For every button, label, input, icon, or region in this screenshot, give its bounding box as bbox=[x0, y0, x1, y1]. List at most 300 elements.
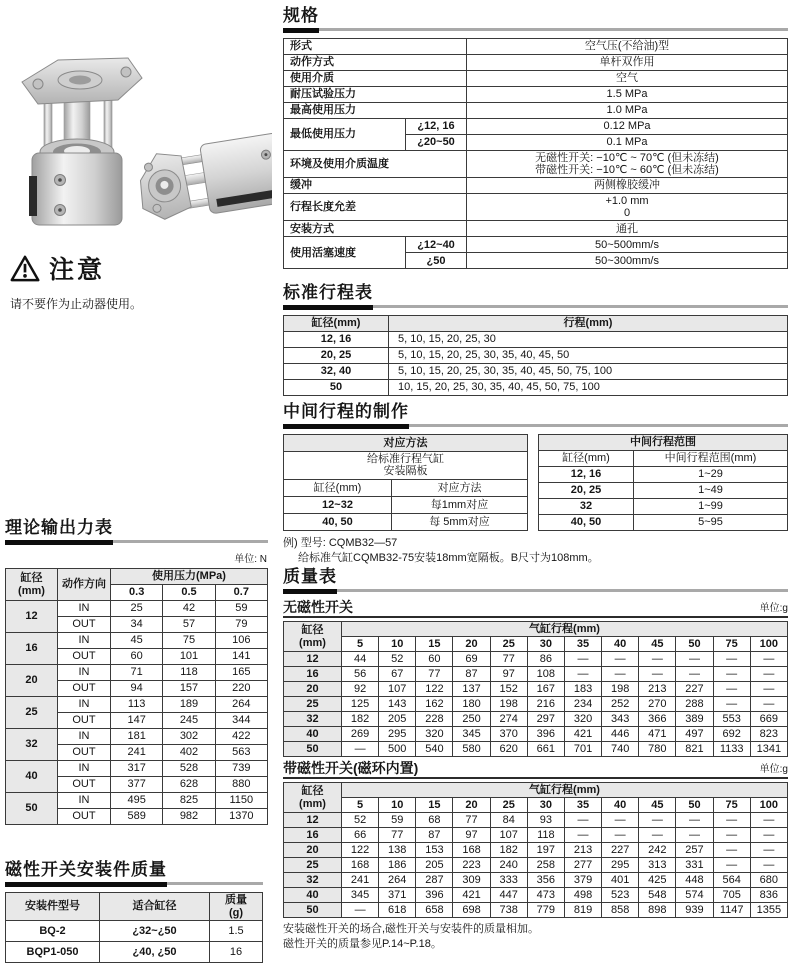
weight-value-cell: 858 bbox=[602, 903, 639, 918]
stroke-list-cell: 5, 10, 15, 20, 25, 30 bbox=[389, 332, 788, 348]
table-row bbox=[539, 499, 788, 515]
stroke-header: 气缸行程(mm) bbox=[342, 622, 788, 637]
spec-value: 50~500mm/s bbox=[467, 237, 788, 253]
direction-cell: OUT bbox=[58, 745, 111, 761]
bore-header: 缸径 (mm) bbox=[6, 569, 58, 601]
force-value-cell: 45 bbox=[111, 633, 163, 649]
weight-value-cell: 898 bbox=[639, 903, 676, 918]
stroke-value-header: 45 bbox=[639, 637, 676, 652]
weight-value-cell: 448 bbox=[676, 873, 713, 888]
note-line: 给标准气缸CQMB32-75安装18mm宽隔板。B尺寸为108mm。 bbox=[298, 551, 599, 564]
spec-value: 1.5 MPa bbox=[467, 87, 788, 103]
model-cell: BQP1-050 bbox=[6, 942, 100, 963]
weight-value-cell: 167 bbox=[527, 682, 564, 697]
direction-cell: IN bbox=[58, 697, 111, 713]
table-row bbox=[284, 55, 788, 71]
spec-label: 环境及使用介质温度 bbox=[284, 151, 467, 178]
weight-value-cell: — bbox=[639, 813, 676, 828]
bore-cell: 25 bbox=[284, 858, 342, 873]
range-cell: 1~49 bbox=[634, 483, 788, 499]
weight-value-cell: 16 bbox=[210, 942, 263, 963]
column-header: 对应方法 bbox=[284, 435, 528, 452]
force-value-cell: 982 bbox=[163, 809, 215, 825]
force-value-cell: 344 bbox=[215, 713, 267, 729]
product-photos bbox=[0, 0, 272, 248]
weight-value-cell: 241 bbox=[342, 873, 379, 888]
weight-value-cell: 198 bbox=[602, 682, 639, 697]
force-value-cell: 317 bbox=[111, 761, 163, 777]
weight-value-cell: — bbox=[750, 843, 787, 858]
bore-cell: ¿40, ¿50 bbox=[100, 942, 210, 963]
spec-value: 空气 bbox=[467, 71, 788, 87]
table-row bbox=[284, 652, 788, 667]
weight-value-cell: 274 bbox=[490, 712, 527, 727]
weight-value-cell: — bbox=[342, 742, 379, 757]
weight-value-cell: — bbox=[713, 858, 750, 873]
weight-value-cell: — bbox=[676, 828, 713, 843]
direction-cell: IN bbox=[58, 761, 111, 777]
stroke-header: 气缸行程(mm) bbox=[342, 783, 788, 798]
direction-cell: OUT bbox=[58, 681, 111, 697]
bore-cell: 12, 16 bbox=[284, 332, 389, 348]
bore-cell: 25 bbox=[6, 697, 58, 729]
bore-cell: 20 bbox=[284, 682, 342, 697]
bore-cell: 20 bbox=[6, 665, 58, 697]
weight-value-cell: 396 bbox=[527, 727, 564, 742]
bore-cell: ¿32~¿50 bbox=[100, 921, 210, 942]
bore-cell: 12 bbox=[284, 652, 342, 667]
force-value-cell: 422 bbox=[215, 729, 267, 745]
force-value-cell: 1370 bbox=[215, 809, 267, 825]
weight-value-cell: 780 bbox=[639, 742, 676, 757]
weight-value-cell: — bbox=[602, 828, 639, 843]
table-row bbox=[284, 783, 788, 798]
weight-value-cell: — bbox=[676, 652, 713, 667]
weight-value-cell: 701 bbox=[564, 742, 601, 757]
spec-sublabel: ¿12~40 bbox=[406, 237, 467, 253]
weight-value-cell: — bbox=[713, 682, 750, 697]
weight-value-cell: 77 bbox=[416, 667, 453, 682]
section-weight bbox=[283, 567, 788, 952]
force-value-cell: 302 bbox=[163, 729, 215, 745]
spec-label: 使用介质 bbox=[284, 71, 467, 87]
spec-sublabel: ¿20~50 bbox=[406, 135, 467, 151]
table-row bbox=[284, 380, 788, 396]
weight-value-cell: 77 bbox=[490, 652, 527, 667]
force-value-cell: 25 bbox=[111, 601, 163, 617]
section-title-force bbox=[5, 518, 268, 545]
weight-value-cell: 331 bbox=[676, 858, 713, 873]
weight-value-cell: 389 bbox=[676, 712, 713, 727]
table-row bbox=[284, 332, 788, 348]
weight-value-cell: — bbox=[342, 903, 379, 918]
weight-value-cell: 60 bbox=[416, 652, 453, 667]
weight-value-cell: 523 bbox=[602, 888, 639, 903]
force-value-cell: 79 bbox=[215, 617, 267, 633]
weight-value-cell: 1341 bbox=[750, 742, 787, 757]
weight-value-cell: 738 bbox=[490, 903, 527, 918]
weight-value-cell: 183 bbox=[564, 682, 601, 697]
stroke-value-header: 30 bbox=[527, 798, 564, 813]
weight-value-cell: 66 bbox=[342, 828, 379, 843]
column-header: 行程(mm) bbox=[389, 316, 788, 332]
weight-value-cell: — bbox=[750, 828, 787, 843]
weight-value-cell: 242 bbox=[639, 843, 676, 858]
force-value-cell: 157 bbox=[163, 681, 215, 697]
spec-label: 缓冲 bbox=[284, 178, 467, 194]
table-row bbox=[539, 515, 788, 531]
spec-label: 动作方式 bbox=[284, 55, 467, 71]
force-value-cell: 189 bbox=[163, 697, 215, 713]
bore-cell: 50 bbox=[284, 380, 389, 396]
weight-value-cell: 313 bbox=[639, 858, 676, 873]
note-line: 磁性开关的质量参见P.14~P.18。 bbox=[283, 937, 442, 950]
weight-value-cell: 580 bbox=[453, 742, 490, 757]
table-row bbox=[539, 435, 788, 451]
table-row bbox=[284, 697, 788, 712]
intermediate-range-table bbox=[538, 434, 788, 531]
weight-value-cell: 162 bbox=[416, 697, 453, 712]
direction-cell: IN bbox=[58, 601, 111, 617]
stroke-value-header: 35 bbox=[564, 798, 601, 813]
bore-cell: 40, 50 bbox=[284, 513, 392, 530]
unit-label: 单位:g bbox=[759, 603, 788, 614]
bore-cell: 50 bbox=[284, 903, 342, 918]
weight-value-cell: 401 bbox=[602, 873, 639, 888]
section-force bbox=[5, 518, 268, 825]
stroke-list-cell: 5, 10, 15, 20, 25, 30, 35, 40, 45, 50 bbox=[389, 348, 788, 364]
direction-cell: IN bbox=[58, 729, 111, 745]
pressure-value-header: 0.7 bbox=[215, 585, 267, 601]
table-row bbox=[6, 761, 268, 777]
spec-value: 单杆双作用 bbox=[467, 55, 788, 71]
weight-value-cell: 705 bbox=[713, 888, 750, 903]
bore-cell: 50 bbox=[6, 793, 58, 825]
spec-label: 形式 bbox=[284, 39, 467, 55]
spec-label: 耐压试验压力 bbox=[284, 87, 467, 103]
stroke-value-header: 50 bbox=[676, 637, 713, 652]
stroke-value-header: 100 bbox=[750, 637, 787, 652]
weight-value-cell: 252 bbox=[602, 697, 639, 712]
stroke-table bbox=[283, 315, 788, 396]
stroke-value-header: 5 bbox=[342, 637, 379, 652]
force-value-cell: 147 bbox=[111, 713, 163, 729]
force-value-cell: 59 bbox=[215, 601, 267, 617]
weight-value-cell: — bbox=[750, 813, 787, 828]
section-spec bbox=[283, 6, 788, 269]
range-cell: 5~95 bbox=[634, 515, 788, 531]
force-value-cell: 60 bbox=[111, 649, 163, 665]
column-header: 安装件型号 bbox=[6, 893, 100, 921]
weight-value-cell: 67 bbox=[379, 667, 416, 682]
stroke-value-header: 75 bbox=[713, 798, 750, 813]
table-row bbox=[6, 893, 263, 921]
stroke-value-header: 10 bbox=[379, 798, 416, 813]
weight-value-cell: 92 bbox=[342, 682, 379, 697]
weight-value-cell: 270 bbox=[639, 697, 676, 712]
weight-value-cell: 1.5 bbox=[210, 921, 263, 942]
spec-label: 最低使用压力 bbox=[284, 119, 406, 151]
weight-value-cell: 52 bbox=[342, 813, 379, 828]
method-description-cell: 给标准行程气缸 安装隔板 bbox=[284, 452, 528, 480]
weight-value-cell: — bbox=[750, 682, 787, 697]
force-value-cell: 113 bbox=[111, 697, 163, 713]
weight-value-cell: 87 bbox=[416, 828, 453, 843]
weight-value-cell: 118 bbox=[527, 828, 564, 843]
intermediate-title: 中间行程的制作 bbox=[283, 402, 409, 429]
weight-value-cell: 371 bbox=[379, 888, 416, 903]
spec-sublabel: ¿50 bbox=[406, 253, 467, 269]
force-table bbox=[5, 568, 268, 825]
sub-header: 对应方法 bbox=[392, 479, 528, 496]
direction-cell: IN bbox=[58, 633, 111, 649]
weight-value-cell: — bbox=[713, 697, 750, 712]
force-unit: 单位: N bbox=[234, 554, 267, 565]
weight-value-cell: 333 bbox=[490, 873, 527, 888]
table-row bbox=[284, 178, 788, 194]
stroke-value-header: 10 bbox=[379, 637, 416, 652]
column-header: 适合缸径 bbox=[100, 893, 210, 921]
table-row bbox=[284, 496, 528, 513]
table-row bbox=[284, 71, 788, 87]
spec-value: 无磁性开关: −10℃ ~ 70℃ (但未冻结) 带磁性开关: −10℃ ~ 60℃ (但未冻结) bbox=[467, 151, 788, 178]
spec-value: 50~300mm/s bbox=[467, 253, 788, 269]
force-value-cell: 264 bbox=[215, 697, 267, 713]
force-value-cell: 42 bbox=[163, 601, 215, 617]
weight-value-cell: 1147 bbox=[713, 903, 750, 918]
force-value-cell: 94 bbox=[111, 681, 163, 697]
weight-value-cell: 44 bbox=[342, 652, 379, 667]
force-value-cell: 377 bbox=[111, 777, 163, 793]
weight-value-cell: 52 bbox=[379, 652, 416, 667]
table-row bbox=[284, 151, 788, 178]
table-row bbox=[284, 452, 528, 480]
table-row bbox=[284, 712, 788, 727]
spec-label: 使用活塞速度 bbox=[284, 237, 406, 269]
weight-value-cell: — bbox=[639, 828, 676, 843]
weight-value-cell: 564 bbox=[713, 873, 750, 888]
sub-header: 中间行程范围(mm) bbox=[634, 451, 788, 467]
weight-notes bbox=[283, 922, 788, 952]
stroke-value-header: 40 bbox=[602, 798, 639, 813]
title-rule bbox=[283, 28, 788, 31]
model-cell: BQ-2 bbox=[6, 921, 100, 942]
weight-value-cell: — bbox=[713, 652, 750, 667]
table-row bbox=[284, 39, 788, 55]
spec-value: 通孔 bbox=[467, 221, 788, 237]
weight-value-cell: 93 bbox=[527, 813, 564, 828]
weight-subtitle-noswitch bbox=[283, 599, 788, 618]
table-row bbox=[284, 798, 788, 813]
bore-cell: 20 bbox=[284, 843, 342, 858]
weight-value-cell: 836 bbox=[750, 888, 787, 903]
weight-value-cell: — bbox=[639, 667, 676, 682]
weight-value-cell: — bbox=[750, 697, 787, 712]
table-row bbox=[539, 451, 788, 467]
table-row bbox=[6, 921, 263, 942]
force-value-cell: 181 bbox=[111, 729, 163, 745]
spec-label: 行程长度允差 bbox=[284, 194, 467, 221]
bore-cell: 16 bbox=[284, 828, 342, 843]
section-stroke bbox=[283, 283, 788, 396]
pressure-value-header: 0.3 bbox=[111, 585, 163, 601]
spec-title: 规格 bbox=[283, 6, 319, 33]
table-row bbox=[6, 665, 268, 681]
bore-cell: 32 bbox=[539, 499, 634, 515]
weight-value-cell: — bbox=[713, 828, 750, 843]
weight-value-cell: 692 bbox=[713, 727, 750, 742]
weight-value-cell: 370 bbox=[490, 727, 527, 742]
section-title-mount bbox=[5, 860, 263, 887]
force-value-cell: 495 bbox=[111, 793, 163, 809]
stroke-value-header: 25 bbox=[490, 637, 527, 652]
intermediate-tables bbox=[283, 434, 788, 531]
force-title: 理论输出力表 bbox=[5, 518, 113, 545]
weight-value-cell: 740 bbox=[602, 742, 639, 757]
weight-value-cell: 379 bbox=[564, 873, 601, 888]
spec-sublabel: ¿12, 16 bbox=[406, 119, 467, 135]
force-value-cell: 57 bbox=[163, 617, 215, 633]
force-value-cell: 563 bbox=[215, 745, 267, 761]
weight-value-cell: — bbox=[602, 652, 639, 667]
product-photo-upright bbox=[22, 58, 142, 225]
weight-value-cell: 287 bbox=[416, 873, 453, 888]
weight-value-cell: — bbox=[676, 813, 713, 828]
force-value-cell: 165 bbox=[215, 665, 267, 681]
weight-value-cell: — bbox=[639, 652, 676, 667]
spec-label: 安装方式 bbox=[284, 221, 467, 237]
force-value-cell: 825 bbox=[163, 793, 215, 809]
table-row bbox=[6, 569, 268, 585]
weight-value-cell: 227 bbox=[602, 843, 639, 858]
direction-cell: OUT bbox=[58, 809, 111, 825]
sub-header: 缸径(mm) bbox=[539, 451, 634, 467]
weight-value-cell: 182 bbox=[342, 712, 379, 727]
direction-cell: OUT bbox=[58, 713, 111, 729]
weight-value-cell: 343 bbox=[602, 712, 639, 727]
table-row bbox=[284, 194, 788, 221]
bore-cell: 40 bbox=[6, 761, 58, 793]
sub-header: 缸径(mm) bbox=[284, 479, 392, 496]
stroke-value-header: 20 bbox=[453, 798, 490, 813]
weight-value-cell: 153 bbox=[416, 843, 453, 858]
table-row bbox=[284, 873, 788, 888]
table-row bbox=[284, 858, 788, 873]
pressure-value-header: 0.5 bbox=[163, 585, 215, 601]
table-row bbox=[284, 348, 788, 364]
weight-table-withswitch bbox=[283, 782, 788, 918]
bore-cell: 40, 50 bbox=[539, 515, 634, 531]
caution-block bbox=[10, 250, 265, 312]
direction-cell: IN bbox=[58, 665, 111, 681]
table-row bbox=[284, 682, 788, 697]
weight-value-cell: 669 bbox=[750, 712, 787, 727]
method-cell: 每1mm对应 bbox=[392, 496, 528, 513]
weight-value-cell: 939 bbox=[676, 903, 713, 918]
section-title-intermediate bbox=[283, 402, 788, 429]
warning-triangle-icon bbox=[10, 255, 40, 282]
table-row bbox=[284, 479, 528, 496]
stroke-value-header: 25 bbox=[490, 798, 527, 813]
table-row bbox=[284, 316, 788, 332]
weight-value-cell: 264 bbox=[379, 873, 416, 888]
weight-value-cell: — bbox=[564, 667, 601, 682]
intermediate-note bbox=[283, 536, 788, 566]
weight-value-cell: 77 bbox=[453, 813, 490, 828]
weight-value-cell: 821 bbox=[676, 742, 713, 757]
weight-value-cell: 356 bbox=[527, 873, 564, 888]
weight-value-cell: 680 bbox=[750, 873, 787, 888]
weight-value-cell: — bbox=[602, 813, 639, 828]
weight-value-cell: 213 bbox=[639, 682, 676, 697]
weight-value-cell: 182 bbox=[490, 843, 527, 858]
weight-value-cell: 59 bbox=[379, 813, 416, 828]
table-row bbox=[284, 888, 788, 903]
weight-value-cell: 295 bbox=[379, 727, 416, 742]
weight-value-cell: 1355 bbox=[750, 903, 787, 918]
table-row bbox=[284, 843, 788, 858]
stroke-value-header: 35 bbox=[564, 637, 601, 652]
table-row bbox=[284, 87, 788, 103]
weight-value-cell: 540 bbox=[416, 742, 453, 757]
bore-header: 缸径 (mm) bbox=[284, 783, 342, 813]
weight-value-cell: 366 bbox=[639, 712, 676, 727]
weight-value-cell: 320 bbox=[564, 712, 601, 727]
stroke-value-header: 20 bbox=[453, 637, 490, 652]
weight-value-cell: 107 bbox=[490, 828, 527, 843]
table-row bbox=[6, 697, 268, 713]
weight-value-cell: — bbox=[602, 667, 639, 682]
bore-cell: 20, 25 bbox=[284, 348, 389, 364]
weight-value-cell: 257 bbox=[676, 843, 713, 858]
unit-label: 单位:g bbox=[759, 764, 788, 775]
bore-cell: 32 bbox=[284, 712, 342, 727]
table-row bbox=[284, 221, 788, 237]
table-row bbox=[539, 467, 788, 483]
mount-title: 磁性开关安装件质量 bbox=[5, 860, 167, 887]
bore-cell: 40 bbox=[284, 727, 342, 742]
weight-value-cell: 309 bbox=[453, 873, 490, 888]
force-value-cell: 220 bbox=[215, 681, 267, 697]
table-row bbox=[284, 622, 788, 637]
weight-value-cell: 227 bbox=[676, 682, 713, 697]
weight-value-cell: 97 bbox=[490, 667, 527, 682]
force-value-cell: 241 bbox=[111, 745, 163, 761]
spec-label: 最高使用压力 bbox=[284, 103, 467, 119]
bore-cell: 40 bbox=[284, 888, 342, 903]
subtitle-text: 带磁性开关(磁环内置) bbox=[283, 760, 419, 776]
bore-header: 缸径 (mm) bbox=[284, 622, 342, 652]
weight-value-cell: — bbox=[564, 828, 601, 843]
weight-value-cell: 553 bbox=[713, 712, 750, 727]
section-title-weight bbox=[283, 567, 788, 594]
weight-value-cell: — bbox=[564, 652, 601, 667]
table-row bbox=[284, 119, 788, 135]
weight-value-cell: — bbox=[676, 667, 713, 682]
weight-value-cell: 446 bbox=[602, 727, 639, 742]
weight-value-cell: 152 bbox=[490, 682, 527, 697]
weight-value-cell: 87 bbox=[453, 667, 490, 682]
bore-cell: 32, 40 bbox=[284, 364, 389, 380]
weight-value-cell: 205 bbox=[379, 712, 416, 727]
stroke-title: 标准行程表 bbox=[283, 283, 373, 310]
weight-value-cell: 277 bbox=[564, 858, 601, 873]
direction-header: 动作方向 bbox=[58, 569, 111, 601]
force-value-cell: 101 bbox=[163, 649, 215, 665]
weight-value-cell: 574 bbox=[676, 888, 713, 903]
weight-value-cell: 620 bbox=[490, 742, 527, 757]
direction-cell: OUT bbox=[58, 777, 111, 793]
